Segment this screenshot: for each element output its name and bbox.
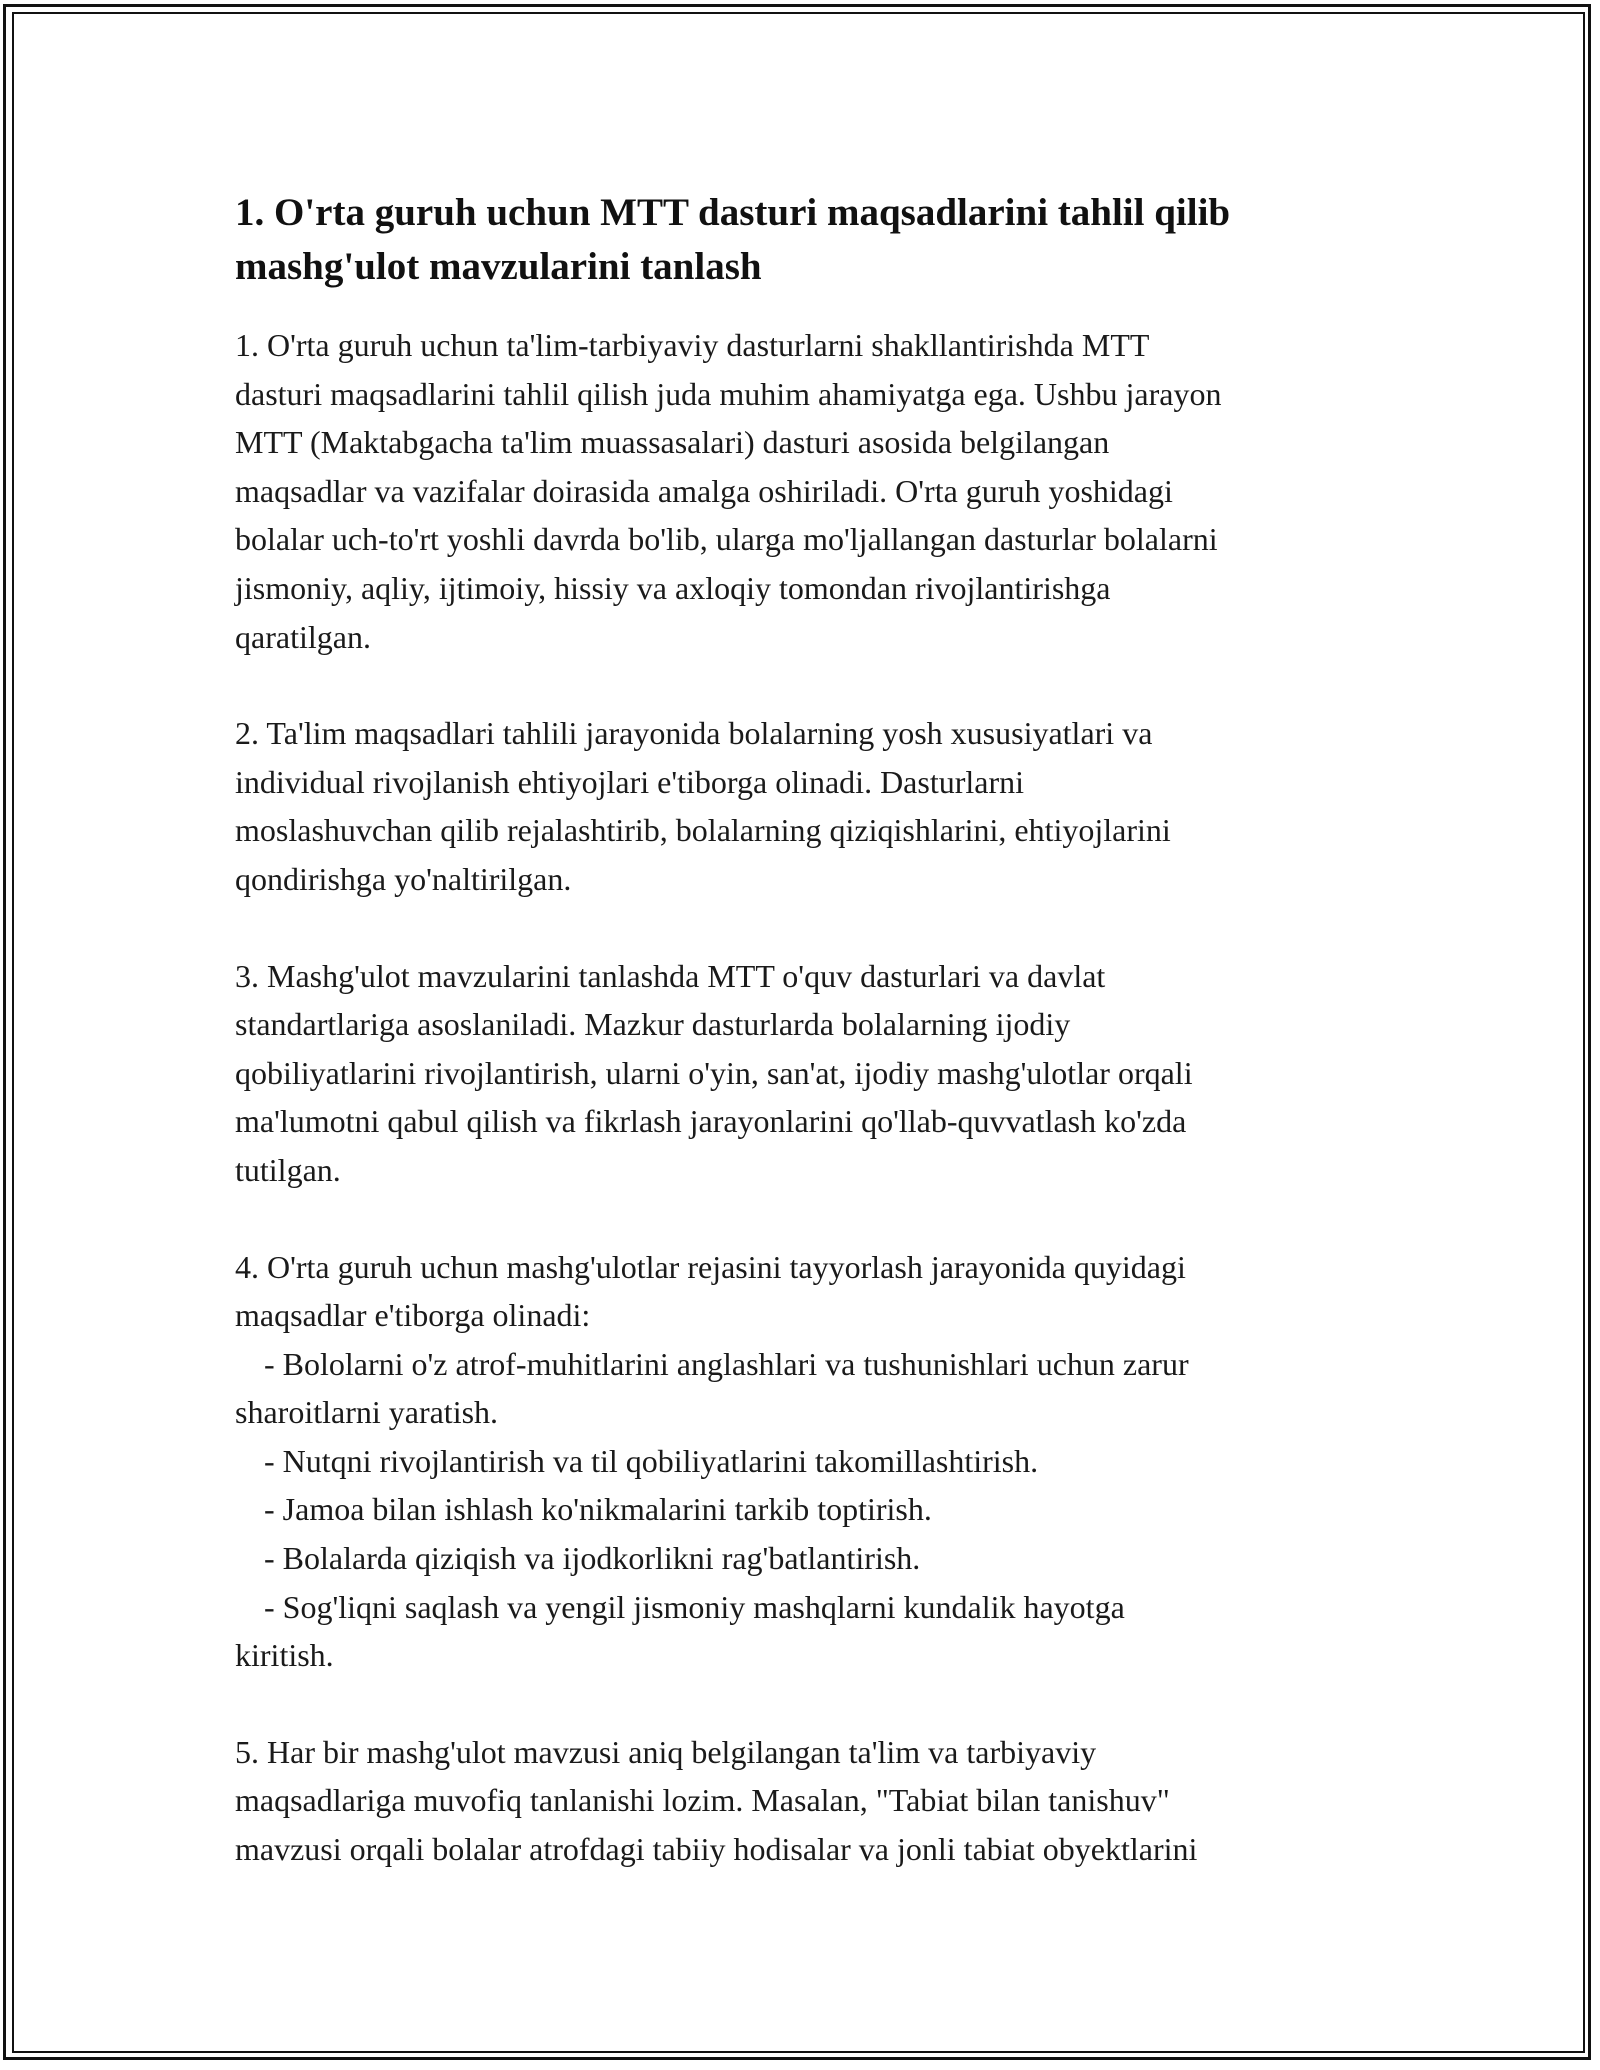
text-line: tutilgan. xyxy=(235,1151,341,1188)
text-line: maqsadlariga muvofiq tanlanishi lozim. Masalan, "Tabiat bilan tanishuv" xyxy=(235,1782,1170,1819)
text-line: bolalar uch-to'rt yoshli davrda bo'lib, ularga mo'ljallangan dasturlar bolalarni xyxy=(235,521,1218,558)
title-line: 1. O'rta guruh uchun MTT dasturi maqsadlarini tahlil qilib xyxy=(235,191,1231,234)
document-body xyxy=(235,186,1385,1922)
bullet-line: - Sog'liqni saqlash va yengil jismoniy mashqlarni kundalik hayotga xyxy=(264,1588,1125,1625)
paragraph-5 xyxy=(235,1728,1385,1874)
paragraph-1 xyxy=(235,321,1385,661)
text-line: 2. Ta'lim maqsadlari tahlili jarayonida bolalarning yosh xususiyatlari va xyxy=(235,715,1153,752)
bullet-line: - Jamoa bilan ishlash ko'nikmalarini tarkib toptirish. xyxy=(264,1491,932,1528)
paragraph-3 xyxy=(235,952,1385,1195)
text-line: MTT (Maktabgacha ta'lim muassasalari) dasturi asosida belgilangan xyxy=(235,424,1110,461)
text-line: 1. O'rta guruh uchun ta'lim-tarbiyaviy dasturlarni shakllantirishda MTT xyxy=(235,327,1150,363)
paragraph-2 xyxy=(235,709,1385,903)
bullet-line: - Bolalarda qiziqish va ijodkorlikni rag'batlantirish. xyxy=(264,1540,921,1577)
text-line: ma'lumotni qabul qilish va fikrlash jarayonlarini qo'llab-quvvatlash ko'zda xyxy=(235,1103,1187,1140)
text-line: individual rivojlanish ehtiyojlari e'tiborga olinadi. Dasturlarni xyxy=(235,763,1025,800)
title-line: mashg'ulot mavzularini tanlash xyxy=(235,245,762,288)
bullet-line: - Bololarni o'z atrof-muhitlarini anglashlari va tushunishlari uchun zarur xyxy=(264,1345,1189,1382)
text-line: sharoitlarni yaratish. xyxy=(235,1394,499,1431)
text-line: 3. Mashg'ulot mavzularini tanlashda MTT o'quv dasturlari va davlat xyxy=(235,957,1106,994)
text-line: qobiliyatlarini rivojlantirish, ularni o'yin, san'at, ijodiy mashg'ulotlar orqali xyxy=(235,1054,1193,1091)
text-line: mavzusi orqali bolalar atrofdagi tabiiy hodisalar va jonli tabiat obyektlarini xyxy=(235,1831,1198,1868)
text-line: maqsadlar e'tiborga olinadi: xyxy=(235,1297,591,1334)
text-line: 4. O'rta guruh uchun mashg'ulotlar rejasini tayyorlash jarayonida quyidagi xyxy=(235,1248,1186,1285)
text-line: kiritish. xyxy=(235,1637,334,1674)
text-line: maqsadlar va vazifalar doirasida amalga oshiriladi. O'rta guruh yoshidagi xyxy=(235,472,1173,509)
text-line: dasturi maqsadlarini tahlil qilish juda muhim ahamiyatga ega. Ushbu jarayon xyxy=(235,375,1222,412)
text-line: qondirishga yo'naltirilgan. xyxy=(235,860,572,897)
text-line: jismoniy, aqliy, ijtimoiy, hissiy va axloqiy tomondan rivojlantirishga xyxy=(235,569,1111,606)
bullet-line: - Nutqni rivojlantirish va til qobiliyatlarini takomillashtirish. xyxy=(264,1442,1039,1479)
text-line: moslashuvchan qilib rejalashtirib, bolalarning qiziqishlarini, ehtiyojlarini xyxy=(235,812,1171,849)
text-line: standartlariga asoslaniladi. Mazkur dasturlarda bolalarning ijodiy xyxy=(235,1006,1071,1043)
text-line: 5. Har bir mashg'ulot mavzusi aniq belgilangan ta'lim va tarbiyaviy xyxy=(235,1733,1097,1770)
page-title xyxy=(235,186,1385,294)
text-line: qaratilgan. xyxy=(235,618,371,655)
paragraph-4 xyxy=(235,1243,1385,1680)
